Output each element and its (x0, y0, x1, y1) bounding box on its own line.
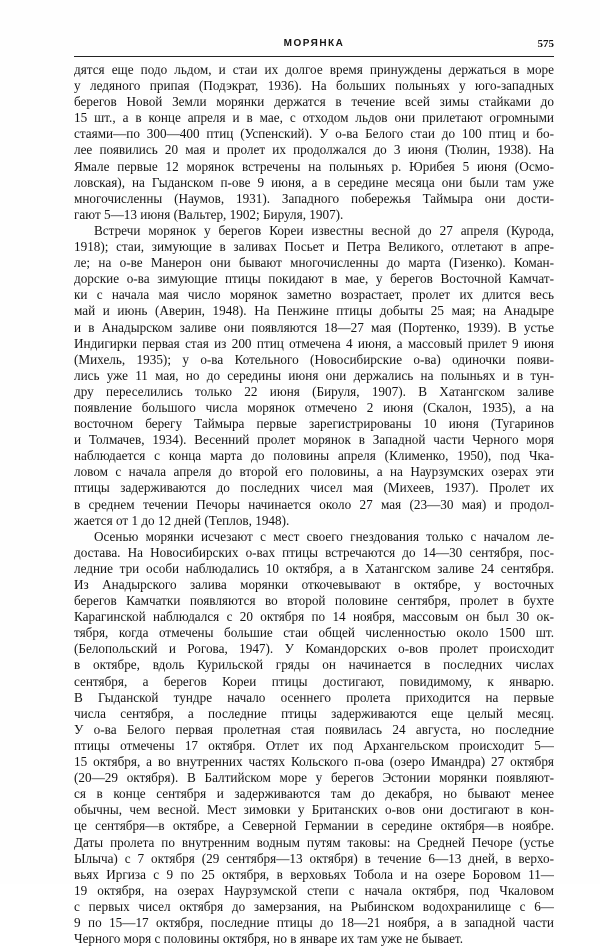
text-line: 15 шт., а в конце апреля и в мае, с отходом льдов они прилетают огромными (74, 110, 554, 126)
text-line: вьях Иргиза с 9 по 25 октября, в верховьях Тобола и на озере Боровом 11— (74, 866, 554, 882)
text-line: достава. На Новосибирских о-вах птицы встречаются до 14—30 сентября, пос- (74, 544, 554, 560)
text-line: появление большого числа морянок отмечено 2 июня (Скалон, 1935), а на (74, 399, 554, 415)
running-title: МОРЯНКА (283, 38, 345, 49)
text-line: ся в конце сентября и задерживаются там до декабря, но бывают менее (74, 786, 554, 802)
body-text (74, 62, 554, 947)
text-line: 1918); стаи, зимующие в заливах Посьет и Петра Великого, отлетают в апре- (74, 239, 554, 255)
text-line: лись уже 11 мая, но до середины июня они держались на полыньях и в тун- (74, 367, 554, 383)
text-line: в октябре, вдоль Курильской гряды он начинается в последних числах (74, 657, 554, 673)
text-line: берегов Новой Земли морянки держатся в течение всей зимы стайками до (74, 94, 554, 110)
text-line: В Гыданской тундре начало осеннего пролета приходится на первые (74, 689, 554, 705)
page-header (74, 38, 554, 56)
text-line: Ылыча) с 7 октября (29 сентября—13 октября) в течение 6—13 дней, в верхо- (74, 850, 554, 866)
text-line: стаями—по 300—400 птиц (Успенский). У о-ва Белого стаи до 100 птиц и бо- (74, 126, 554, 142)
text-line: ловская), на Гыданском п-ове 9 июня, а в середине месяца они были там уже (74, 174, 554, 190)
text-line: многочисленны (Наумов, 1931). Западного побережья Таймыра они дости- (74, 190, 554, 206)
text-line: сентября, а берегов Кореи птицы достигают, повидимому, к январю. (74, 673, 554, 689)
text-line: 15 октября, а во внутренних частях Кольского п-ова (озеро Имандра) 27 октября (74, 754, 554, 770)
text-line: у ледяного припая (Подэкрат, 1936). На больших полыньях у юго-западных (74, 78, 554, 94)
text-line: птицы задерживаются до последних чисел мая (Михеев, 1937). Пролет их (74, 480, 554, 496)
text-line: берегов Камчатки появляются во второй половине сентября, пролет в бухте (74, 593, 554, 609)
text-line: Карагинской наблюдался с 20 октября по 14 ноября, массовым он был 30 ок- (74, 609, 554, 625)
text-line: дорские о-ва зимующие птицы покидают в мае, у берегов Восточной Камчат- (74, 271, 554, 287)
text-line: птицы отмечены 17 октября. Отлет их под Архангельском происходит 5— (74, 737, 554, 753)
text-line: лее появились 20 мая и пролет их продолжался до 3 июня (Тюлин, 1938). На (74, 142, 554, 158)
text-line: Даты пролета по внутренним водным путям таковы: на Средней Печоре (устье (74, 834, 554, 850)
text-line: У о-ва Белого первая пролетная стая появилась 24 августа, но последние (74, 721, 554, 737)
text-line: (20—29 октября). В Балтийском море у берегов Эстонии морянки появляют- (74, 770, 554, 786)
text-line: Индигирки первая стая из 200 птиц отмечена 4 июня, а массовый прилет 9 июня (74, 335, 554, 351)
text-line: числа сентября, а последние птицы задерживаются еще целый месяц. (74, 705, 554, 721)
text-line: це сентября—в октябре, а Северной Германии в середине октября—в ноябре. (74, 818, 554, 834)
text-line: ловом с начала апреля до второй его половины, а на Наурзумских озерах эти (74, 464, 554, 480)
text-line: Черного моря с половины октября, но в январе их там уже не бывает. (74, 931, 464, 947)
text-line: и в Анадырском заливе они появляются 18—27 мая (Портенко, 1939). В устье (74, 319, 554, 335)
text-line: Ямале первые 12 морянок встречены на полыньях р. Юрибея 5 июня (Осмо- (74, 158, 554, 174)
text-line: в среднем течении Печоры начинается около 27 мая (23—30 мая) и продол- (74, 496, 554, 512)
text-line: дятся еще подо льдом, и стаи их долгое время принуждены держаться в море (74, 62, 554, 77)
text-line: гают 5—13 июня (Вальтер, 1902; Бируля, 1907). (74, 206, 344, 222)
text-line: дру переселились только 22 июня (Бируля, 1907). В Хатангском заливе (74, 383, 554, 399)
text-line: жается от 1 до 12 дней (Теплов, 1948). (74, 512, 290, 528)
text-line: тября, когда отмечены большие стаи общей численностью около 1500 шт. (74, 625, 554, 641)
text-line: восточном берегу Таймыра первые зарегистрированы 10 июня (Тугаринов (74, 416, 554, 432)
text-line: ле; на о-ве Манерон они бывают многочисленны до марта (Гизенко). Коман- (74, 255, 554, 271)
text-line: май и июнь (Аверин, 1948). На Пенжине птицы добыты 25 мая; на Анадыре (74, 303, 554, 319)
text-line: Из Анадырского залива морянки откочевывают в октябре, у восточных (74, 577, 554, 592)
text-line: Осенью морянки исчезают с мест своего гнездования только с началом ле- (94, 528, 554, 544)
page-number: 575 (537, 38, 554, 50)
text-line: обычны, чем весной. Мест зимовки у Британских о-вов они достигают в кон- (74, 802, 554, 818)
text-line: и Толмачев, 1934). Весенний пролет морянок в Западной части Черного моря (74, 432, 554, 448)
text-line: ледние три особи наблюдались 10 октября, а в Хатангском заливе 24 сентября. (74, 560, 554, 576)
text-line: (Белопольский и Рогова, 1947). У Командорских о-вов пролет происходит (74, 641, 554, 657)
text-line: с первых чисел октября до замерзания, на Рыбинском водохранилище с 6— (74, 898, 554, 914)
text-line: наблюдается с конца марта до половины апреля (Клименко, 1950), под Чка- (74, 448, 554, 464)
header-rule (74, 56, 554, 57)
text-line: ки с начала мая число морянок заметно возрастает, пролет их длится весь (74, 287, 554, 303)
text-line: (Михель, 1935); у о-ва Котельного (Новосибирские о-ва) одиночки появи- (74, 351, 554, 367)
text-line: Встречи морянок у берегов Кореи известны весной до 27 апреля (Курода, (94, 222, 554, 238)
text-line: 9 по 15—17 октября, последние птицы до 18—21 ноября, а в западной части (74, 914, 554, 930)
text-line: 19 октября, на озерах Наурзумской степи с начала октября, под Чкаловом (74, 882, 554, 898)
